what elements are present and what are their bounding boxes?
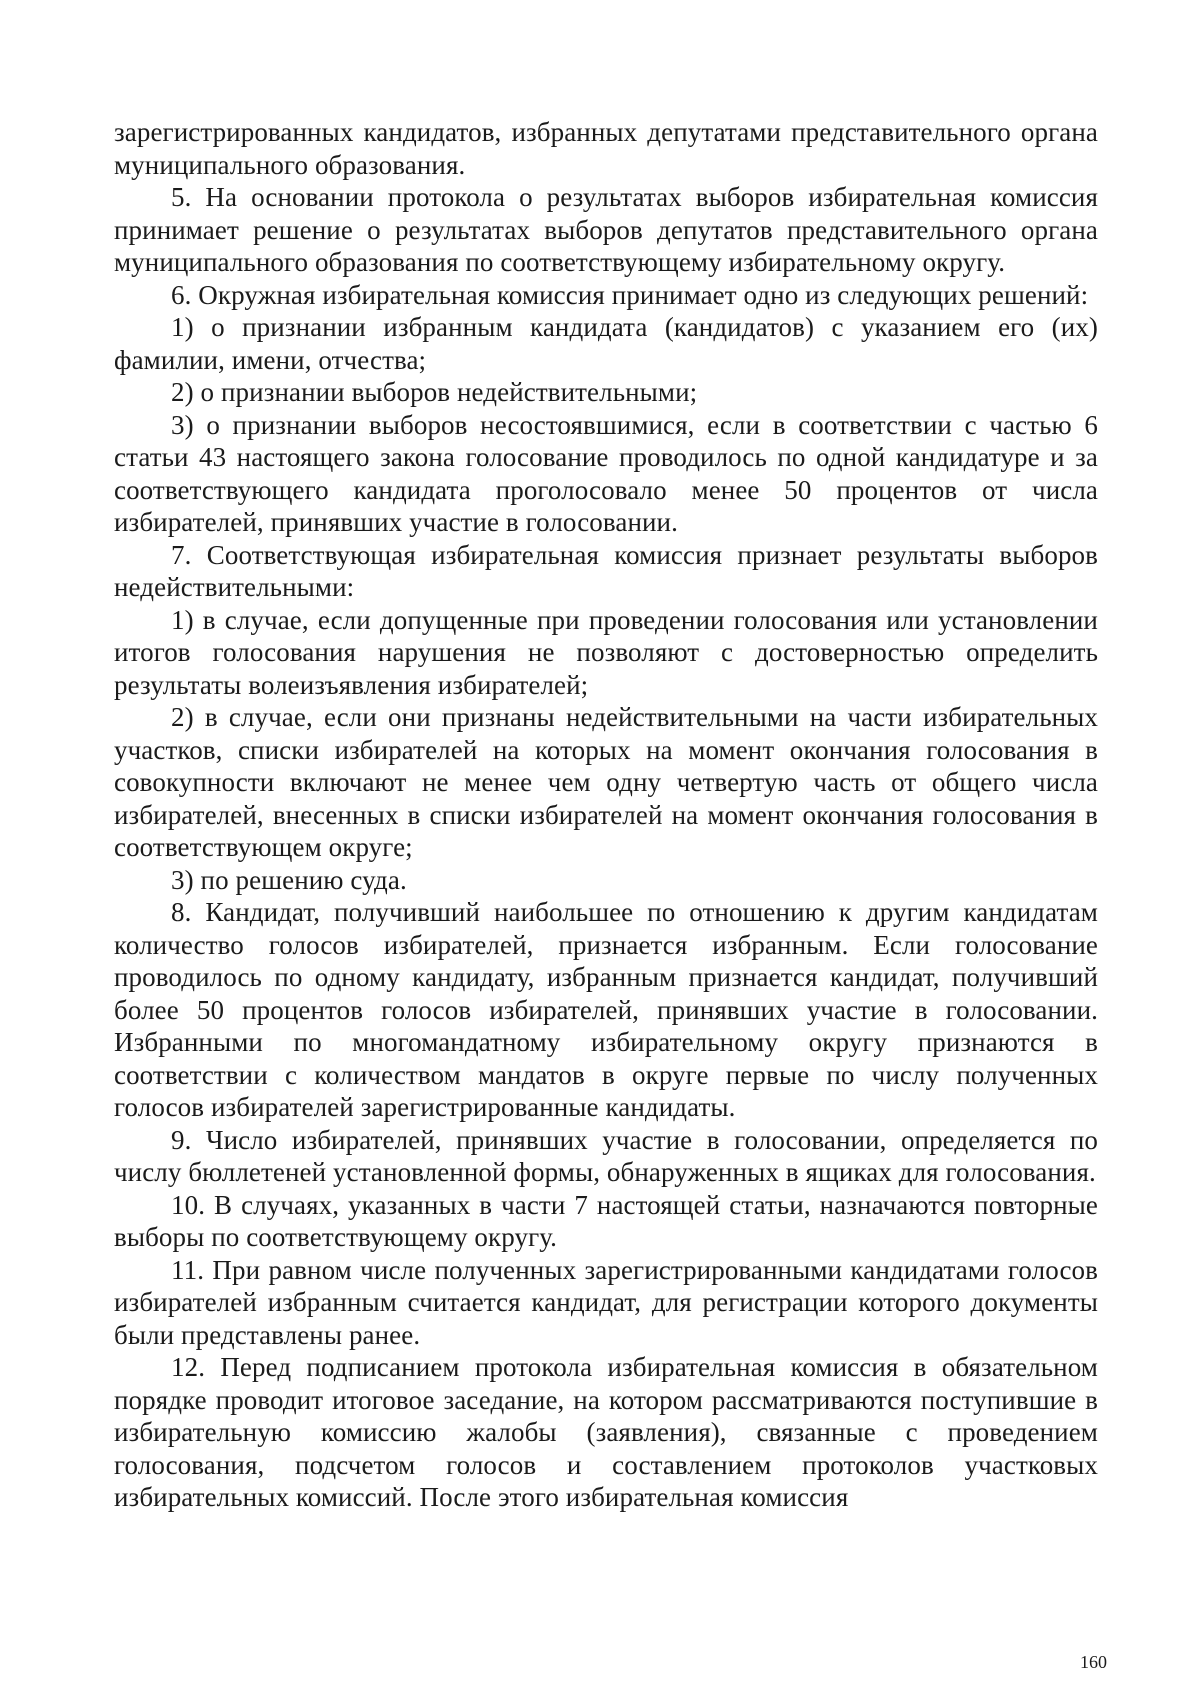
paragraph-item-7-1: 1) в случае, если допущенные при проведении голосования или установлении итогов голосования нарушения не позволяют с достоверностью определить результаты волеизъявления избирателей; xyxy=(114,604,1098,700)
page-number: 160 xyxy=(1080,1652,1107,1672)
paragraph-item-7: 7. Соответствующая избирательная комиссия признает результаты выборов недействительными: xyxy=(114,539,1098,602)
paragraph-item-7-3: 3) по решению суда. xyxy=(171,864,407,895)
paragraph-item-9: 9. Число избирателей, принявших участие в голосовании, определяется по числу бюллетеней установленной формы, обнаруженных в ящиках для голосования. xyxy=(114,1124,1098,1187)
paragraph-item-6-2: 2) о признании выборов недействительными; xyxy=(171,377,698,407)
paragraph-item-7-2: 2) в случае, если они признаны недействительными на части избирательных участков, списки избирателей на которых на момент окончания голосования в совокупности включают не менее чем одну четвертую часть от общего числа избирателей, внесенных в списки избирателей на момент окончания голосования в соответствующем округе; xyxy=(114,702,1098,862)
paragraph-item-12: 12. Перед подписанием протокола избирательная комиссия в обязательном порядке проводит итоговое заседание, на котором рассматриваются поступившие в избирательную комиссию жалобы (заявления), связанные с проведением голосования, подсчетом голосов и составлением протоколов участковых избирательных комиссий. После этого избирательная комиссия xyxy=(114,1352,1098,1512)
paragraph-item-6: 6. Окружная избирательная комиссия принимает одно из следующих решений: xyxy=(171,279,1089,310)
paragraph-item-11: 11. При равном числе полученных зарегистрированными кандидатами голосов избирателей избранным считается кандидат, для регистрации которого документы были представлены ранее. xyxy=(114,1254,1098,1350)
paragraph-item-6-1: 1) о признании избранным кандидата (кандидатов) с указанием его (их) фамилии, имени, отчества; xyxy=(114,312,1098,375)
paragraph-item-6-3: 3) о признании выборов несостоявшимися, если в соответствии с частью 6 статьи 43 настоящего закона голосование проводилось по одной кандидатуре и за соответствующего кандидата проголосовало менее 50 процентов от числа избирателей, принявших участие в голосовании. xyxy=(114,409,1098,537)
paragraph-continuation: зарегистрированных кандидатов, избранных депутатами представительного органа муниципального образования. xyxy=(114,117,1098,180)
paragraph-item-8: 8. Кандидат, получивший наибольшее по отношению к другим кандидатам количество голосов избирателей, признается избранным. Если голосование проводилось по одному кандидату, избранным признается кандидат, получивший более 50 процентов голосов избирателей, принявших участие в голосовании. Избранными по многомандатному избирательному округу признаются в соответствии с количеством мандатов в округе первые по числу полученных голосов избирателей зарегистрированные кандидаты. xyxy=(114,897,1098,1122)
document-body xyxy=(114,116,1098,1514)
paragraph-item-5: 5. На основании протокола о результатах выборов избирательная комиссия принимает решение о результатах выборов депутатов представительного органа муниципального образования по соответствующему избирательному округу. xyxy=(114,182,1098,277)
paragraph-item-10: 10. В случаях, указанных в части 7 настоящей статьи, назначаются повторные выборы по соответствующему округу. xyxy=(114,1189,1098,1252)
